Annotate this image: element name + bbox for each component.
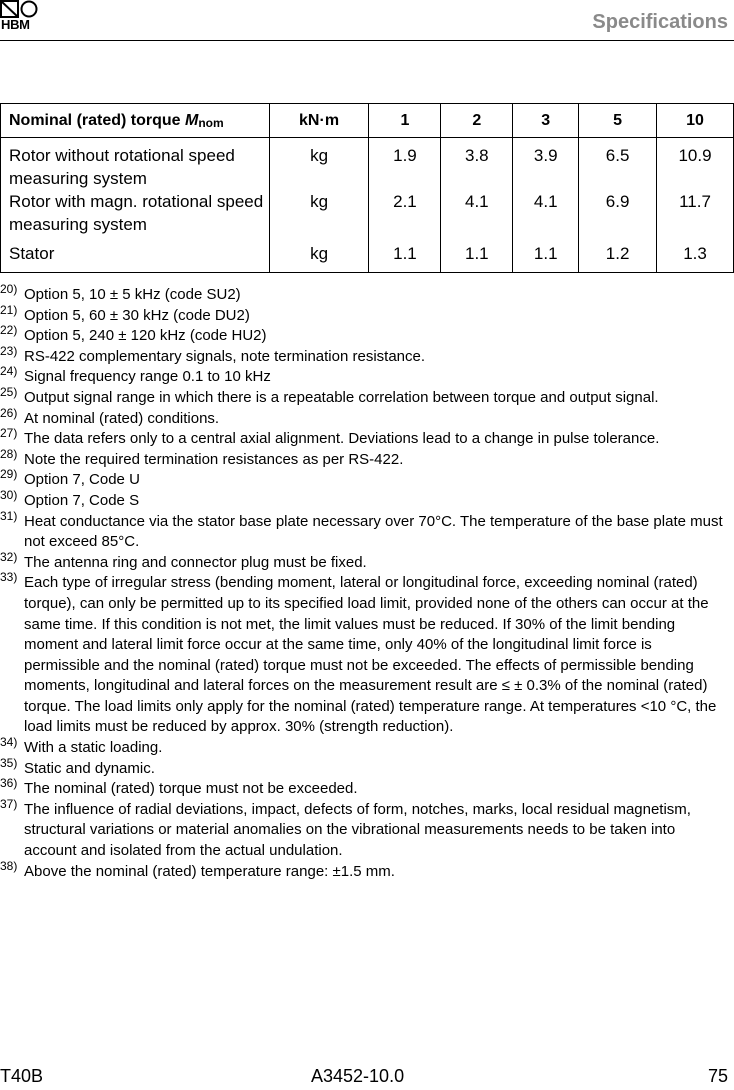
row-unit: kg — [269, 242, 369, 273]
footnote-text: Output signal range in which there is a repeatable correlation between torque and output signal. — [24, 388, 659, 406]
footnote — [0, 858, 730, 883]
row-label: Rotor with magn. rotational speed measuring system — [1, 190, 270, 242]
section-title: Specifications — [592, 11, 728, 33]
footnote-text: Option 5, 60 ± 30 kHz (code DU2) — [24, 306, 250, 324]
footnote-text: Each type of irregular stress (bending moment, lateral or longitudinal force, exceeding nominal (rated) torque), can only be permitted up to its specified load limit, provided none of the others can occur at the same time. If this condition is not met, the limit values must be reduced. If 30% of the limit bending moment and lateral limit force occur at the same time, only 40% of the longitudinal limit force is permissible and the nominal (rated) torque must not be exceeded. The effects of permissible bending moments, longitudinal and lateral forces on the measurement result are ≤ ± 0.3% of the nominal (rated) torque. The load limits only apply for the nominal (rated) temperature range. At temperatures <10 °C, the load limits must be reduced by approx. 30% (strength reduction). — [24, 574, 717, 736]
header-col: 5 — [579, 104, 657, 138]
footnote-number: 26) — [0, 405, 18, 420]
footnote-number: 37) — [0, 796, 18, 811]
footer-doc-number: A3452-10.0 — [311, 1066, 405, 1086]
header-col: 3 — [513, 104, 579, 138]
footnote — [0, 549, 730, 574]
row-value: 2.1 — [369, 190, 441, 242]
header-col: 2 — [441, 104, 513, 138]
footnote-text: Option 7, Code S — [24, 491, 140, 509]
row-unit: kg — [269, 190, 369, 242]
footnote-number: 25) — [0, 384, 18, 399]
row-value: 1.2 — [579, 242, 657, 273]
footer-product: T40B — [0, 1066, 44, 1086]
table-row — [1, 190, 734, 242]
footnote-number: 33) — [0, 570, 18, 585]
footnotes-list — [0, 282, 730, 882]
footnote — [0, 570, 730, 738]
weight-spec-table — [0, 103, 734, 273]
header-col: 10 — [657, 104, 734, 138]
footnote-number: 23) — [0, 343, 18, 358]
row-value: 1.3 — [657, 242, 734, 273]
page-header — [0, 0, 734, 42]
footnote-text: At nominal (rated) conditions. — [24, 409, 220, 427]
footnote-text: Note the required termination resistances as per RS-422. — [24, 450, 404, 468]
footnote-text: Option 7, Code U — [24, 471, 140, 489]
footnote-number: 24) — [0, 364, 18, 379]
header-divider — [0, 40, 734, 41]
row-label: Rotor without rotational speed measuring system — [1, 138, 270, 191]
row-value: 3.8 — [441, 138, 513, 191]
footnote-text: RS-422 complementary signals, note termination resistance. — [24, 347, 426, 365]
footnote-text: Signal frequency range 0.1 to 10 kHz — [24, 368, 271, 386]
page-footer — [0, 1066, 734, 1088]
row-value: 6.9 — [579, 190, 657, 242]
footnote — [0, 446, 730, 471]
footnote-number: 21) — [0, 302, 18, 317]
footnote-text: Option 5, 10 ± 5 kHz (code SU2) — [24, 286, 241, 303]
header-label: Nominal (rated) torque Mnom — [1, 104, 270, 138]
footnote-text: The influence of radial deviations, impact, defects of form, notches, marks, local residual magnetism, structural variations or material anomalies on the vibrational measurements needs to be taken into account and isolated from the actual undulation. — [24, 800, 691, 860]
footnote — [0, 508, 730, 553]
footnote — [0, 735, 730, 759]
footnote-text: Above the nominal (rated) temperature range: ±1.5 mm. — [24, 862, 395, 880]
footnote — [0, 796, 730, 862]
footnote-number: 27) — [0, 426, 18, 441]
footnote-number: 28) — [0, 446, 18, 461]
hbm-logo — [0, 0, 40, 34]
row-value: 1.1 — [441, 242, 513, 273]
footnote-text: The nominal (rated) torque must not be exceeded. — [24, 780, 358, 798]
header-unit: kN·m — [269, 104, 369, 138]
footnote — [0, 323, 730, 347]
header-col: 1 — [369, 104, 441, 138]
row-value: 10.9 — [657, 138, 734, 191]
row-value: 3.9 — [513, 138, 579, 191]
footnote-number: 22) — [0, 323, 18, 338]
footnote-text: Option 5, 240 ± 120 kHz (code HU2) — [24, 327, 267, 345]
footnote — [0, 282, 730, 306]
footnote-text: Static and dynamic. — [24, 759, 155, 777]
footnote-number: 38) — [0, 858, 18, 873]
footnote — [0, 364, 730, 388]
footnote-number: 34) — [0, 735, 18, 750]
footnote — [0, 343, 730, 368]
footnote-text: The antenna ring and connector plug must be fixed. — [24, 553, 367, 571]
footnote-text: With a static loading. — [24, 739, 163, 757]
footer-page-number: 75 — [707, 1066, 728, 1086]
footnote — [0, 405, 730, 430]
footnote — [0, 384, 730, 409]
footnote-number: 31) — [0, 508, 18, 523]
footnote-text: The data refers only to a central axial alignment. Deviations lead to a change in pulse tolerance. — [24, 430, 660, 448]
footnote-number: 35) — [0, 755, 18, 770]
footnote — [0, 487, 730, 512]
table-row — [1, 242, 734, 273]
row-value: 1.9 — [369, 138, 441, 191]
footnote — [0, 776, 730, 800]
footnote — [0, 467, 730, 491]
row-value: 1.1 — [369, 242, 441, 273]
footnote — [0, 302, 730, 327]
footnote-number: 32) — [0, 549, 18, 564]
footnote-number: 30) — [0, 487, 18, 502]
row-value: 1.1 — [513, 242, 579, 273]
footnote — [0, 755, 730, 780]
row-value: 4.1 — [513, 190, 579, 242]
row-unit: kg — [269, 138, 369, 191]
table-header-row — [1, 104, 734, 138]
row-value: 11.7 — [657, 190, 734, 242]
footnote-number: 36) — [0, 776, 18, 791]
row-value: 4.1 — [441, 190, 513, 242]
row-label: Stator — [1, 242, 270, 273]
footnote-number: 20) — [0, 282, 18, 296]
footnote-number: 29) — [0, 467, 18, 482]
table-row — [1, 138, 734, 191]
footnote-text: Heat conductance via the stator base plate necessary over 70°C. The temperature of the base plate must not exceed 85°C. — [24, 512, 723, 551]
row-value: 6.5 — [579, 138, 657, 191]
logo-text: HBM — [1, 17, 30, 32]
footnote — [0, 426, 730, 450]
